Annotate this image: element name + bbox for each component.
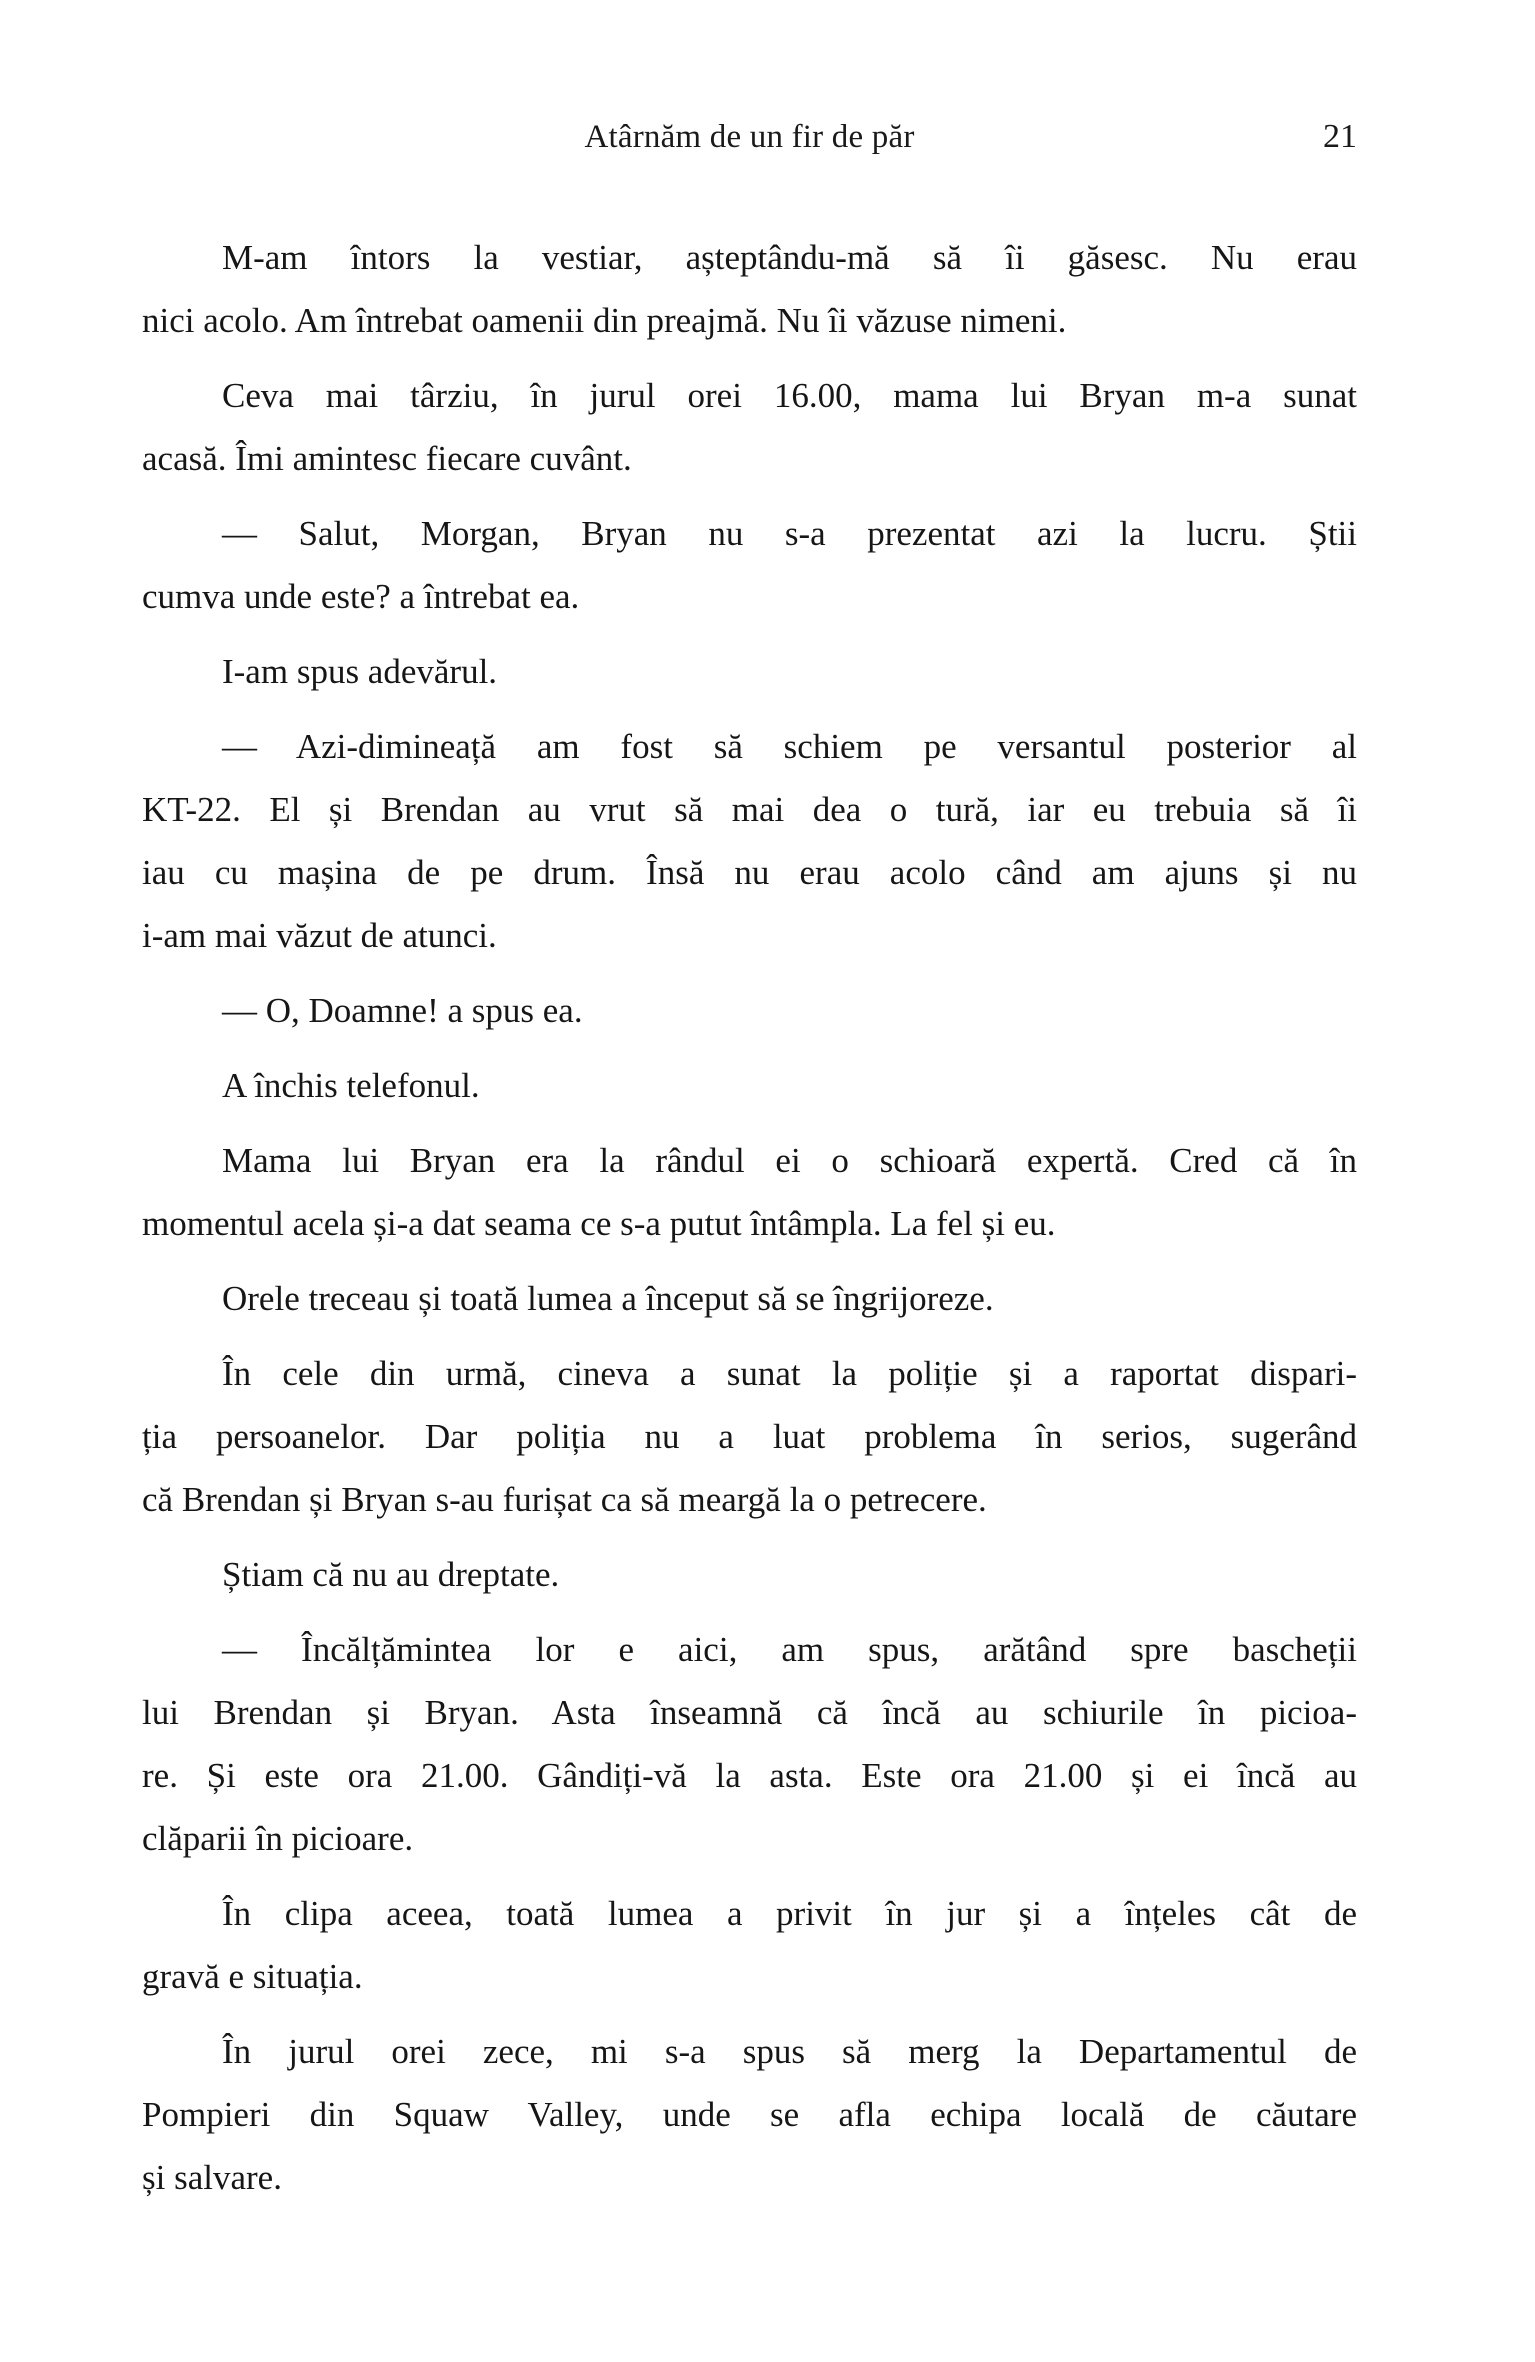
text-line: M-am întors la vestiar, așteptându-mă să îi găsesc. Nu erau — [222, 238, 1357, 277]
text-line: — Încălțămintea lor e aici, am spus, arătând spre bascheții — [222, 1630, 1357, 1669]
paragraph — [142, 1342, 1357, 1531]
paragraph — [142, 640, 1357, 703]
running-header — [142, 116, 1357, 158]
text-line: gravă e situația. — [142, 1957, 363, 1996]
text-line: iau cu mașina de pe drum. Însă nu erau acolo când am ajuns și nu — [142, 853, 1357, 892]
text-line: A închis telefonul. — [222, 1066, 480, 1105]
text-line: — Azi-dimineață am fost să schiem pe versantul posterior al — [222, 727, 1357, 766]
paragraph — [142, 1882, 1357, 2008]
paragraph — [142, 715, 1357, 967]
book-page — [142, 0, 1357, 2221]
chapter-title: Atârnăm de un fir de păr — [584, 119, 915, 155]
paragraph — [142, 1267, 1357, 1330]
paragraph — [142, 226, 1357, 352]
text-line: lui Brendan și Bryan. Asta înseamnă că încă au schiurile în picioa- — [142, 1693, 1357, 1732]
body-text — [142, 226, 1357, 2209]
text-line: Pompieri din Squaw Valley, unde se afla echipa locală de căutare — [142, 2095, 1357, 2134]
text-line: KT-22. El și Brendan au vrut să mai dea o tură, iar eu trebuia să îi — [142, 790, 1357, 829]
text-line: Ceva mai târziu, în jurul orei 16.00, mama lui Bryan m-a sunat — [222, 376, 1357, 415]
text-line: — O, Doamne! a spus ea. — [222, 991, 583, 1030]
text-line: În jurul orei zece, mi s-a spus să merg la Departamentul de — [222, 2032, 1357, 2071]
page-number: 21 — [1323, 118, 1357, 155]
paragraph — [142, 1618, 1357, 1870]
paragraph — [142, 1129, 1357, 1255]
text-line: că Brendan și Bryan s-au furișat ca să meargă la o petrecere. — [142, 1480, 987, 1519]
text-line: acasă. Îmi amintesc fiecare cuvânt. — [142, 439, 632, 478]
paragraph — [142, 979, 1357, 1042]
text-line: ția persoanelor. Dar poliția nu a luat problema în serios, sugerând — [142, 1417, 1357, 1456]
text-line: momentul acela și-a dat seama ce s-a putut întâmpla. La fel și eu. — [142, 1204, 1056, 1243]
text-line: Știam că nu au dreptate. — [222, 1555, 560, 1594]
text-line: În clipa aceea, toată lumea a privit în jur și a înțeles cât de — [222, 1894, 1357, 1933]
text-line: Mama lui Bryan era la rândul ei o schioară expertă. Cred că în — [222, 1141, 1357, 1180]
text-line: cumva unde este? a întrebat ea. — [142, 577, 580, 616]
text-line: — Salut, Morgan, Bryan nu s-a prezentat azi la lucru. Știi — [222, 514, 1357, 553]
text-line: re. Și este ora 21.00. Gândiți-vă la asta. Este ora 21.00 și ei încă au — [142, 1756, 1357, 1795]
paragraph — [142, 1543, 1357, 1606]
text-line: i-am mai văzut de atunci. — [142, 916, 497, 955]
text-line: Orele treceau și toată lumea a început să se îngrijoreze. — [222, 1279, 994, 1318]
text-line: clăparii în picioare. — [142, 1819, 414, 1858]
paragraph — [142, 1054, 1357, 1117]
paragraph — [142, 502, 1357, 628]
paragraph — [142, 364, 1357, 490]
text-line: și salvare. — [142, 2158, 282, 2197]
text-line: În cele din urmă, cineva a sunat la poliție și a raportat dispari- — [222, 1354, 1357, 1393]
text-line: nici acolo. Am întrebat oamenii din preajmă. Nu îi văzuse nimeni. — [142, 301, 1067, 340]
paragraph — [142, 2020, 1357, 2209]
text-line: I-am spus adevărul. — [222, 652, 498, 691]
